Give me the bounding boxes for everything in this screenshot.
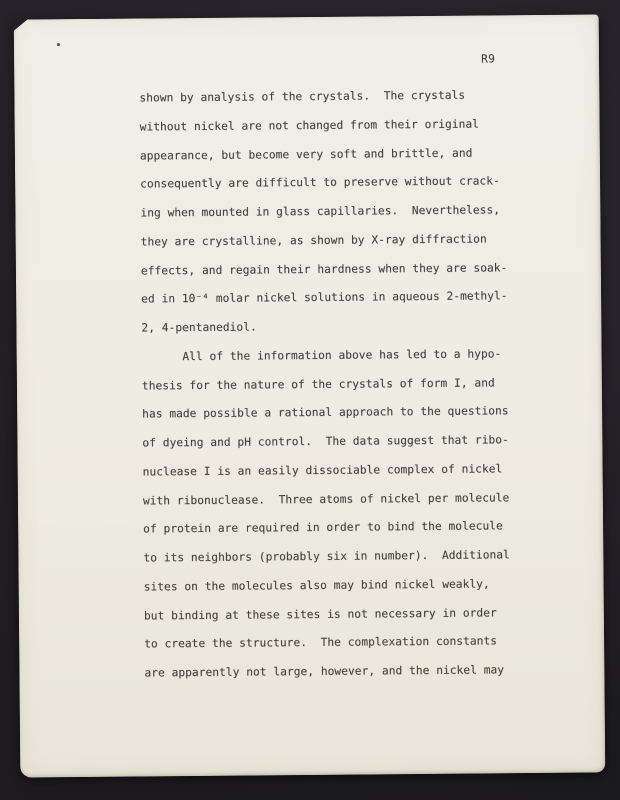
paragraph-2: [142, 340, 565, 689]
text-line: they are crystalline, as shown by X-ray diffraction: [140, 232, 487, 249]
text-line: ed in 10⁻⁴ molar nickel solutions in aqueous 2-methyl-: [141, 289, 508, 306]
text-line: nuclease I is an easily dissociable complex of nickel: [142, 462, 503, 479]
text-line: 2, 4-pentanediol.: [141, 320, 257, 335]
ink-speck: [57, 43, 60, 46]
text-line: ing when mounted in glass capillaries. Nevertheless,: [140, 203, 501, 220]
text-line: of protein are required in order to bind the molecule: [143, 519, 503, 536]
paragraph-1: [139, 81, 561, 343]
text-line: to its neighbors (probably six in number). Additional: [143, 548, 510, 565]
text-line: All of the information above has led to a hypo-: [141, 347, 502, 364]
text-line: appearance, but become very soft and brittle, and: [139, 146, 473, 162]
text-line: has made possible a rational approach to the questions: [142, 404, 509, 421]
text-line: without nickel are not changed from their original: [139, 117, 479, 134]
corner-cut-icon: [13, 18, 29, 31]
text-line: to create the structure. The complexation constants: [144, 634, 498, 651]
text-line: are apparently not large, however, and the nickel may: [144, 663, 505, 680]
typewritten-text: [139, 81, 564, 688]
text-line: but binding at these sites is not necessary in order: [143, 605, 497, 622]
text-line: of dyeing and pH control. The data suggest that ribo-: [142, 433, 509, 450]
document-page: [14, 14, 606, 777]
text-line: effects, and regain their hardness when they are soak-: [140, 260, 508, 277]
text-line: thesis for the nature of the crystals of form I, and: [141, 375, 495, 392]
page-number: R9: [481, 52, 496, 66]
text-line: with ribonuclease. Three atoms of nickel per molecule: [142, 490, 510, 507]
text-line: consequently are difficult to preserve without crack-: [140, 174, 500, 191]
text-line: shown by analysis of the crystals. The crystals: [139, 88, 466, 105]
text-line: sites on the molecules also may bind nickel weakly,: [143, 577, 490, 594]
